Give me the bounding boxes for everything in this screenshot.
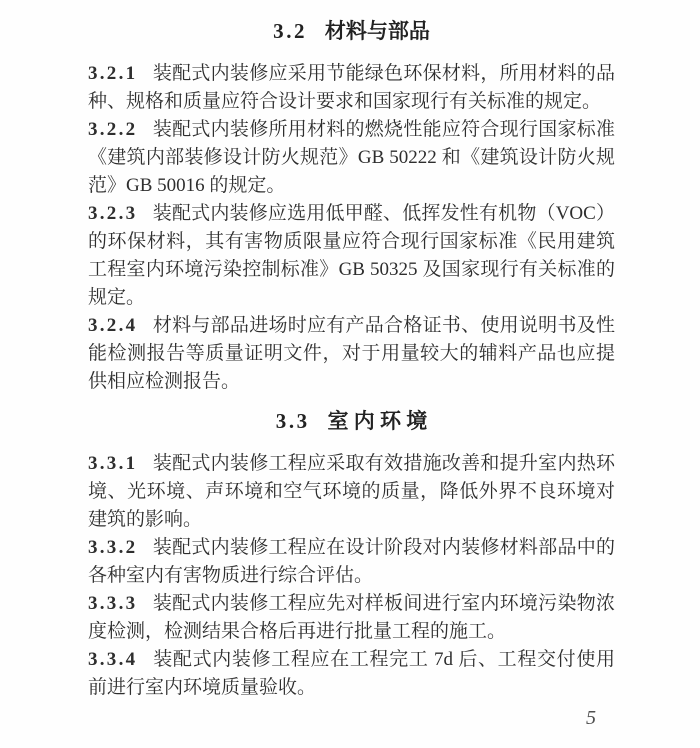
clause-text: 装配式内装修应选用低甲醛、低挥发性有机物（VOC）的环保材料，其有害物质限量应符合现行国家标准《民用建筑工程室内环境污染控制标准》GB 50325 及国家现行有关标准的规定。 xyxy=(88,203,615,308)
section-heading-3-3 xyxy=(88,406,615,436)
section-heading-3-2 xyxy=(88,16,615,46)
clause-number: 3.3.2 xyxy=(88,537,138,558)
clause-3-2-4 xyxy=(88,312,615,396)
clause-number: 3.3.4 xyxy=(88,649,138,670)
clause-text: 装配式内装修应采用节能绿色环保材料，所用材料的品种、规格和质量应符合设计要求和国家现行有关标准的规定。 xyxy=(88,63,615,112)
clause-number: 3.2.3 xyxy=(88,203,138,224)
clause-3-3-3 xyxy=(88,590,615,646)
clause-3-3-1 xyxy=(88,450,615,534)
section-title: 室 内 环 境 xyxy=(327,409,428,433)
clause-text: 材料与部品进场时应有产品合格证书、使用说明书及性能检测报告等质量证明文件，对于用量较大的辅料产品也应提供相应检测报告。 xyxy=(88,315,615,392)
section-title: 材料与部品 xyxy=(324,19,430,43)
clause-3-2-3 xyxy=(88,200,615,312)
section-number: 3.2 xyxy=(273,19,307,43)
clause-3-3-2 xyxy=(88,534,615,590)
clause-number: 3.2.4 xyxy=(88,315,138,336)
clause-text: 装配式内装修所用材料的燃烧性能应符合现行国家标准《建筑内部装修设计防火规范》GB 50222 和《建筑设计防火规范》GB 50016 的规定。 xyxy=(88,119,615,196)
clause-number: 3.3.1 xyxy=(88,453,138,474)
clause-text: 装配式内装修工程应采取有效措施改善和提升室内热环境、光环境、声环境和空气环境的质量，降低外界不良环境对建筑的影响。 xyxy=(88,453,615,530)
clause-number: 3.2.1 xyxy=(88,63,138,84)
clause-text: 装配式内装修工程应在设计阶段对内装修材料部品中的各种室内有害物质进行综合评估。 xyxy=(88,537,615,586)
clause-text: 装配式内装修工程应先对样板间进行室内环境污染物浓度检测，检测结果合格后再进行批量工程的施工。 xyxy=(88,593,615,642)
section-number: 3.3 xyxy=(275,409,310,433)
clause-3-2-2 xyxy=(88,116,615,200)
clause-3-2-1 xyxy=(88,60,615,116)
page-content xyxy=(88,16,615,702)
clause-3-3-4 xyxy=(88,646,615,702)
clause-text: 装配式内装修工程应在工程完工 7d 后、工程交付使用前进行室内环境质量验收。 xyxy=(88,649,615,698)
clause-number: 3.2.2 xyxy=(88,119,138,140)
page-number: 5 xyxy=(586,707,596,729)
clause-number: 3.3.3 xyxy=(88,593,138,614)
